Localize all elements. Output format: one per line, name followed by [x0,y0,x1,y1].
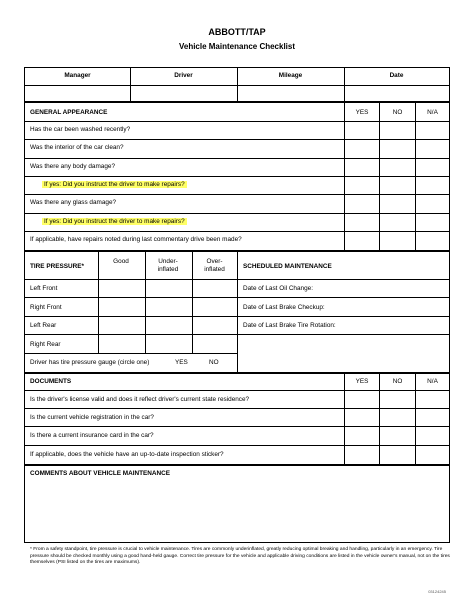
manager-label: Manager [64,72,91,79]
scheduled-row-label: Date of Last Brake Checkup: [243,304,325,311]
general-no-header: NO [392,109,403,116]
tire-row-label: Left Front [30,285,58,292]
tire-row-label: Left Rear [30,322,57,329]
documents-question: Is there a current insurance card in the car? [30,432,154,439]
comments-heading: COMMENTS ABOUT VEHICLE MAINTENANCE [30,470,171,477]
general-question: Has the car been washed recently? [30,126,131,133]
company-name: ABBOTT/TAP [208,27,266,37]
mileage-label: Mileage [278,72,303,79]
general-appearance-heading: GENERAL APPEARANCE [30,109,108,116]
driver-field[interactable] [131,86,237,100]
highlighted-followup: If yes: Did you instruct the driver to make repairs? [44,181,185,188]
general-question: Was the interior of the car clean? [30,144,124,151]
date-field[interactable] [345,86,449,100]
tire-pressure-heading: TIRE PRESSURE* [30,263,84,270]
footnote: * From a safety standpoint, tire pressure is crucial to vehicle maintenance. Tires are commonly underinflated, greatly reducing optimal breaking and handling, particularly in an emergency. Tire pressure should be checked monthly using a good hand-held gauge. Correct tire pressure for the vehicle and applicable driving conditions are listed in the vehicle owner's manual, not on the tires themselves (PSI listed on the tires are maximums). [30,547,450,565]
scheduled-row-label: Date of Last Oil Change: [243,285,313,292]
documents-heading: DOCUMENTS [30,378,72,385]
general-question: If applicable, have repairs noted during last commentary drive been made? [30,236,242,243]
mileage-field[interactable] [238,86,344,100]
manager-field[interactable] [25,86,130,100]
documents-yes-header: YES [355,378,369,385]
general-question: Was there any body damage? [30,163,116,170]
gauge-yes-option[interactable]: YES [175,359,188,366]
documents-question: Is the current vehicle registration in the car? [30,414,154,421]
gauge-no-option[interactable]: NO [209,359,219,366]
page-title: Vehicle Maintenance Checklist [178,42,296,51]
general-question: Was there any glass damage? [30,199,117,206]
driver-label: Driver [174,72,193,79]
documents-na-header: N/A [427,378,438,385]
checklist-form [24,67,450,543]
documents-question: If applicable, does the vehicle have an up-to-date inspection sticker? [30,451,224,458]
comments-area[interactable] [27,480,447,540]
general-yes-header: YES [355,109,369,116]
tire-row-label: Right Rear [30,341,61,348]
documents-question: Is the driver's license valid and does it reflect driver's current state residence? [30,396,250,403]
tire-over-header: Over- inflated [204,258,225,273]
scheduled-maintenance-heading: SCHEDULED MAINTENANCE [243,263,332,270]
documents-no-header: NO [392,378,403,385]
date-label: Date [389,72,404,79]
general-na-header: N/A [427,109,438,116]
form-code: 03124245 [428,589,446,594]
tire-row-label: Right Front [30,304,62,311]
tire-good-header: Good [113,258,129,265]
tire-under-header: Under- inflated [157,258,179,273]
scheduled-row-label: Date of Last Brake Tire Rotation: [243,322,336,329]
highlighted-followup: If yes: Did you instruct the driver to make repairs? [44,218,185,225]
gauge-question: Driver has tire pressure gauge (circle one) [30,359,150,366]
